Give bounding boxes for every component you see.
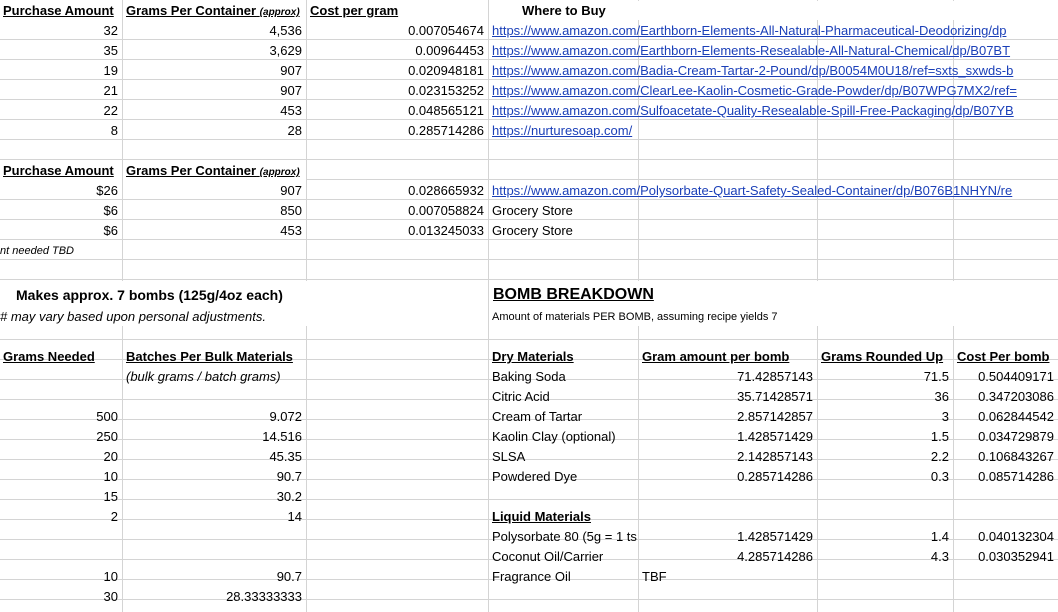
grams-per-container-header[interactable] xyxy=(123,1,306,20)
material-name-cell[interactable]: Citric Acid xyxy=(492,389,550,404)
gram-amount-cell[interactable]: TBF xyxy=(642,569,667,584)
recipe-note[interactable]: # may vary based upon personal adjustments. xyxy=(0,307,488,326)
grams-rounded-cell[interactable]: 1.4 xyxy=(930,529,949,544)
where-to-buy-link[interactable]: https://www.amazon.com/Badia-Cream-Tartar-2-Pound/dp/B0054M0U18/ref=sxts_sxwds-b xyxy=(492,63,1014,78)
purchase2-amount-cell[interactable]: $6 xyxy=(103,223,118,238)
grams-needed-cell[interactable]: 10 xyxy=(103,469,118,484)
purchase2-row xyxy=(0,181,1058,201)
grams-needed-header[interactable]: Grams Needed xyxy=(3,349,95,364)
grams-per-container-cell[interactable]: 907 xyxy=(280,63,302,78)
purchase-amount-cell[interactable]: 35 xyxy=(103,43,118,58)
grams-per-container-cell[interactable]: 453 xyxy=(280,103,302,118)
cost-per-gram-cell[interactable]: 0.285714286 xyxy=(408,123,484,138)
purchase2-header-row xyxy=(0,161,1058,181)
batches-cell[interactable]: 45.35 xyxy=(269,449,302,464)
recipe-header-row xyxy=(0,347,1058,367)
cost-per-bomb-cell[interactable]: 0.034729879 xyxy=(978,429,1054,444)
cost-per-gram-cell[interactable]: 0.00964453 xyxy=(415,43,484,58)
where-to-buy-header[interactable] xyxy=(489,1,1058,20)
where-to-buy-link[interactable]: https://www.amazon.com/Earthborn-Elements-Resealable-All-Natural-Chemical/dp/B07BT xyxy=(492,43,1011,58)
breakdown-subtitle[interactable]: Amount of materials PER BOMB, assuming recipe yields 7 xyxy=(489,307,1058,326)
dry-material-row xyxy=(0,467,1058,487)
tbd-note-row xyxy=(0,241,1058,261)
grams-approx-note: (approx) xyxy=(259,7,300,18)
batches-cell[interactable]: 30.2 xyxy=(276,489,302,504)
where-to-buy-cell[interactable]: Grocery Store xyxy=(492,203,573,218)
material-name-cell[interactable]: Polysorbate 80 (5g = 1 ts xyxy=(492,529,637,544)
grams-needed-cell[interactable]: 15 xyxy=(103,489,118,504)
where-to-buy-header-label: Where to Buy xyxy=(522,3,606,18)
purchase-amount-header[interactable]: Purchase Amount xyxy=(0,1,122,20)
where-to-buy-link[interactable]: https://www.amazon.com/Earthborn-Elements-All-Natural-Pharmaceutical-Deodorizing/dp xyxy=(492,23,1007,38)
liquid-material-row xyxy=(0,547,1058,567)
gram-amount-cell[interactable]: 1.428571429 xyxy=(737,529,813,544)
purchase-header-row xyxy=(0,1,1058,21)
where-to-buy-cell[interactable]: Grocery Store xyxy=(492,223,573,238)
where-to-buy-link[interactable]: https://nurturesoap.com/ xyxy=(492,123,633,138)
liquid-material-row xyxy=(0,527,1058,547)
gram-amount-cell[interactable]: 4.285714286 xyxy=(737,549,813,564)
grams-per-container-header-label: Grams Per Container xyxy=(126,3,257,18)
purchase2-grams-cell[interactable]: 850 xyxy=(280,203,302,218)
purchase2-cost-cell[interactable]: 0.028665932 xyxy=(408,183,484,198)
purchase-row xyxy=(0,41,1058,61)
gram-amount-cell[interactable]: 2.142857143 xyxy=(737,449,813,464)
batches-cell[interactable]: 14 xyxy=(287,509,302,524)
tbd-note[interactable]: nt needed TBD xyxy=(0,245,74,257)
grams-needed-cell[interactable]: 500 xyxy=(96,409,118,424)
grams-rounded-header[interactable]: Grams Rounded Up xyxy=(821,349,944,364)
cost-per-gram-cell[interactable]: 0.048565121 xyxy=(408,103,484,118)
dry-material-row xyxy=(0,407,1058,427)
gram-amount-cell[interactable]: 2.857142857 xyxy=(737,409,813,424)
purchase-amount-cell[interactable]: 32 xyxy=(103,23,118,38)
recipe-title[interactable]: Makes approx. 7 bombs (125g/4oz each) xyxy=(0,281,488,307)
gram-amount-cell[interactable]: 0.285714286 xyxy=(737,469,813,484)
grams-rounded-cell[interactable]: 4.3 xyxy=(930,549,949,564)
purchase2-cost-cell[interactable]: 0.007058824 xyxy=(408,203,484,218)
purchase2-grams-header-label: Grams Per Container xyxy=(126,163,257,178)
batches-cell[interactable]: 90.7 xyxy=(276,469,302,484)
cost-per-gram-cell[interactable]: 0.023153252 xyxy=(408,83,484,98)
where-to-buy-link[interactable]: https://www.amazon.com/ClearLee-Kaolin-Cosmetic-Grade-Powder/dp/B07WPG7MX2/ref= xyxy=(492,83,1017,98)
where-to-buy-link[interactable]: https://www.amazon.com/Sulfoacetate-Quality-Resealable-Spill-Free-Packaging/dp/B07YB xyxy=(492,103,1014,118)
grams-needed-cell[interactable]: 250 xyxy=(96,429,118,444)
grams-rounded-cell[interactable]: 3 xyxy=(941,409,949,424)
cost-per-gram-cell[interactable]: 0.007054674 xyxy=(408,23,484,38)
material-name-cell[interactable]: Fragrance Oil xyxy=(492,569,571,584)
cost-per-gram-header[interactable]: Cost per gram xyxy=(307,1,488,20)
grams-needed-cell[interactable]: 30 xyxy=(103,589,118,604)
material-name-cell[interactable]: Baking Soda xyxy=(492,369,566,384)
cost-per-bomb-cell[interactable]: 0.504409171 xyxy=(978,369,1054,384)
dry-materials-header[interactable]: Dry Materials xyxy=(492,349,574,364)
batches-cell[interactable]: 28.33333333 xyxy=(226,589,302,604)
cost-per-bomb-cell[interactable]: 0.030352941 xyxy=(978,549,1054,564)
grams-per-container-cell[interactable]: 4,536 xyxy=(269,23,302,38)
dry-material-row xyxy=(0,427,1058,447)
purchase-amount-cell[interactable]: 8 xyxy=(110,123,118,138)
material-name-cell[interactable]: Cream of Tartar xyxy=(492,409,583,424)
recipe-row xyxy=(0,567,1058,587)
cost-per-gram-cell[interactable]: 0.020948181 xyxy=(408,63,484,78)
purchase2-grams-cell[interactable]: 453 xyxy=(280,223,302,238)
recipe-row xyxy=(0,487,1058,507)
grams-rounded-cell[interactable]: 1.5 xyxy=(930,429,949,444)
purchase2-grams-cell[interactable]: 907 xyxy=(280,183,302,198)
dry-material-row xyxy=(0,367,1058,387)
purchase-amount-cell[interactable]: 22 xyxy=(103,103,118,118)
recipe-row xyxy=(0,587,1058,607)
purchase-row xyxy=(0,81,1058,101)
purchase-row xyxy=(0,61,1058,81)
gram-amount-cell[interactable]: 35.71428571 xyxy=(737,389,813,404)
purchase-row xyxy=(0,21,1058,41)
gram-amount-cell[interactable]: 71.42857143 xyxy=(737,369,813,384)
where-to-buy-link[interactable]: https://www.amazon.com/Polysorbate-Quart-Safety-Sealed-Container/dp/B076B1NHYN/re xyxy=(492,183,1013,198)
recipe-note-row xyxy=(0,307,1058,327)
purchase2-amount-cell[interactable]: $26 xyxy=(96,183,118,198)
cost-per-bomb-cell[interactable]: 0.062844542 xyxy=(978,409,1054,424)
purchase2-grams-approx-note: (approx) xyxy=(259,167,300,178)
batches-subheader[interactable]: (bulk grams / batch grams) xyxy=(126,369,281,384)
batches-header[interactable]: Batches Per Bulk Materials xyxy=(126,349,293,364)
cost-per-bomb-cell[interactable]: 0.106843267 xyxy=(978,449,1054,464)
grams-needed-cell[interactable]: 20 xyxy=(103,449,118,464)
gram-amount-cell[interactable]: 1.428571429 xyxy=(737,429,813,444)
liquid-header-row xyxy=(0,507,1058,527)
purchase2-row xyxy=(0,221,1058,241)
dry-material-row xyxy=(0,447,1058,467)
grams-per-container-cell[interactable]: 907 xyxy=(280,83,302,98)
material-name-cell[interactable]: Kaolin Clay (optional) xyxy=(492,429,616,444)
grams-rounded-cell[interactable]: 0.3 xyxy=(930,469,949,484)
bomb-breakdown-title[interactable]: BOMB BREAKDOWN xyxy=(489,281,1058,307)
batches-cell[interactable]: 90.7 xyxy=(276,569,302,584)
liquid-materials-header[interactable]: Liquid Materials xyxy=(492,509,591,524)
dry-material-row xyxy=(0,387,1058,407)
cost-per-bomb-header[interactable]: Cost Per bomb xyxy=(957,349,1050,364)
purchase2-amount-cell[interactable]: $6 xyxy=(103,203,118,218)
purchase-row xyxy=(0,101,1058,121)
cost-per-bomb-cell[interactable]: 0.040132304 xyxy=(978,529,1054,544)
purchase-amount-cell[interactable]: 19 xyxy=(103,63,118,78)
purchase2-amount-header[interactable]: Purchase Amount xyxy=(0,161,122,180)
cost-per-bomb-cell[interactable]: 0.347203086 xyxy=(978,389,1054,404)
material-name-cell[interactable]: Coconut Oil/Carrier xyxy=(492,549,604,564)
purchase-row xyxy=(0,121,1058,141)
batches-cell[interactable]: 14.516 xyxy=(262,429,302,444)
gram-amount-header[interactable]: Gram amount per bomb xyxy=(642,349,790,364)
recipe-title-row xyxy=(0,281,1058,307)
purchase2-cost-cell[interactable]: 0.013245033 xyxy=(408,223,484,238)
material-name-cell[interactable]: Powdered Dye xyxy=(492,469,578,484)
purchase2-row xyxy=(0,201,1058,221)
grams-per-container-cell[interactable]: 3,629 xyxy=(269,43,302,58)
grams-rounded-cell[interactable]: 2.2 xyxy=(930,449,949,464)
grams-rounded-cell[interactable]: 71.5 xyxy=(923,369,949,384)
grams-rounded-cell[interactable]: 36 xyxy=(934,389,949,404)
purchase2-grams-header[interactable] xyxy=(123,161,306,180)
grams-needed-cell[interactable]: 2 xyxy=(110,509,118,524)
cost-per-bomb-cell[interactable]: 0.085714286 xyxy=(978,469,1054,484)
batches-cell[interactable]: 9.072 xyxy=(269,409,302,424)
material-name-cell[interactable]: SLSA xyxy=(492,449,526,464)
grams-needed-cell[interactable]: 10 xyxy=(103,569,118,584)
purchase-amount-cell[interactable]: 21 xyxy=(103,83,118,98)
grams-per-container-cell[interactable]: 28 xyxy=(287,123,302,138)
